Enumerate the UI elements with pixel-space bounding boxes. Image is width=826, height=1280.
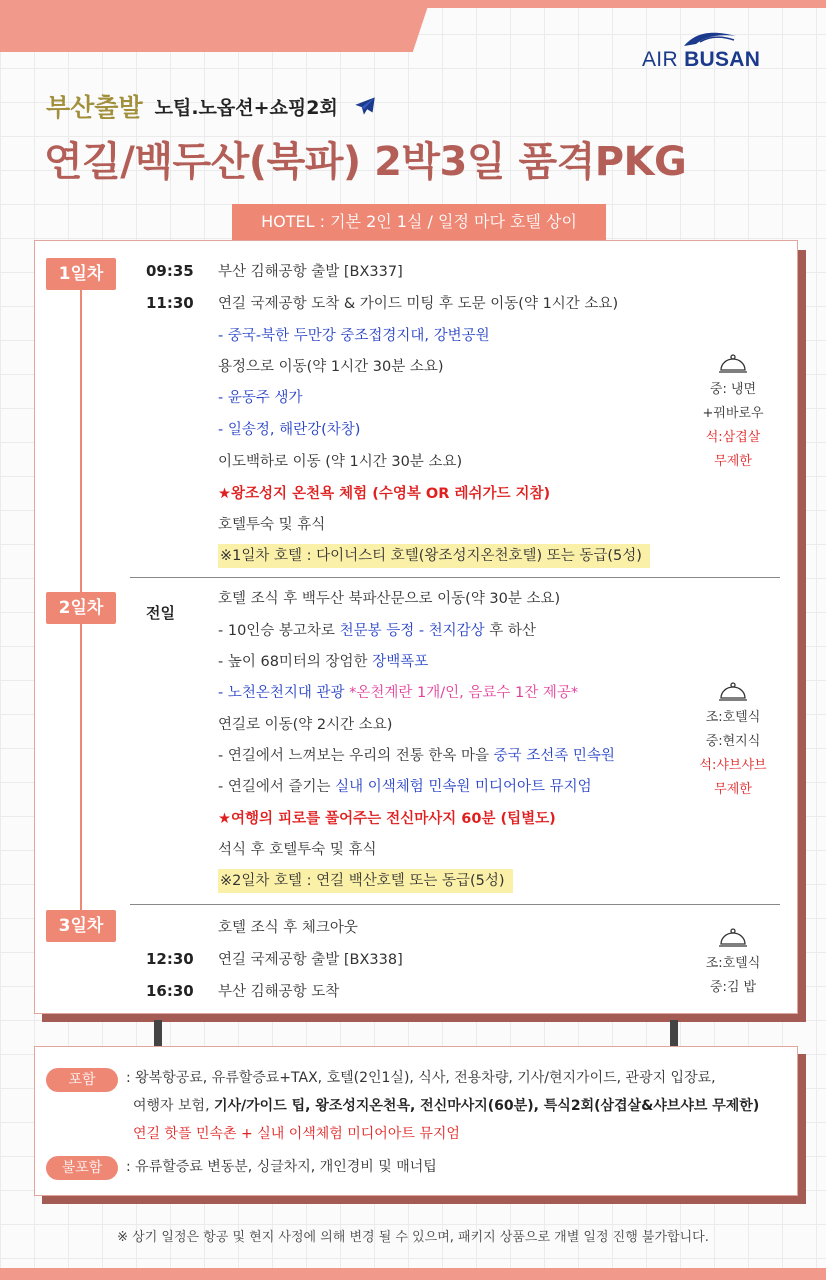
includes-line-2a: 여행자 보험, — [133, 1098, 214, 1114]
day1-line-4: 용정으로 이동(약 1시간 30분 소요) — [218, 359, 444, 375]
day1-meals — [688, 354, 778, 474]
excludes-line: : 유류할증료 변동분, 싱글차지, 개인경비 및 매너팁 — [126, 1159, 437, 1175]
day2-meal-4: 무제한 — [714, 782, 752, 797]
logo-prefix: AIR — [642, 48, 678, 71]
hotel-banner: HOTEL : 기본 2인 1실 / 일정 마다 호텔 상이 — [232, 204, 606, 240]
includes-line-1: : 왕복항공료, 유류할증료+TAX, 호텔(2인1실), 식사, 전용차량, 기사/현지가이드, 관광지 입장료, — [126, 1070, 716, 1086]
day2-line-4 — [218, 683, 578, 703]
header-bar-decoration — [0, 0, 826, 8]
footnote: ※ 상기 일정은 항공 및 현지 사정에 의해 변경 될 수 있으며, 패키지 상품으로 개별 일정 진행 불가합니다. — [117, 1230, 709, 1245]
day2-line-7b: 실내 이색체험 민속원 미디어아트 뮤지엄 — [335, 779, 592, 795]
day3-time-2: 16:30 — [146, 982, 194, 1000]
day1-line-9: 호텔투숙 및 휴식 — [218, 517, 326, 533]
day1-time-1: 09:35 — [146, 262, 194, 280]
day2-line-6 — [218, 746, 615, 766]
day2-hotel-note: ※2일차 호텔 : 연길 백산호텔 또는 동급(5성) — [218, 869, 513, 893]
footer-bar-decoration — [0, 1268, 826, 1280]
departure-label: 부산출발 — [46, 93, 143, 122]
day2-line-8: ★여행의 피로를 풀어주는 전신마사지 60분 (팁별도) — [218, 811, 556, 827]
day2-badge: 2일차 — [46, 592, 116, 624]
day1-line-2: 연길 국제공항 도착 & 가이드 미팅 후 도문 이동(약 1시간 소요) — [218, 296, 619, 312]
day1-meal-4: 무제한 — [714, 454, 752, 469]
day2-meal-2: 중:현지식 — [705, 734, 761, 749]
day3-line-2: 연길 국제공항 출발 [BX338] — [218, 952, 403, 968]
day2-line-9: 석식 후 호텔투숙 및 휴식 — [218, 842, 377, 858]
logo-swoosh-icon — [682, 28, 738, 50]
cloche-icon — [718, 682, 748, 704]
day2-time-1: 전일 — [146, 604, 175, 622]
day1-line-1: 부산 김해공항 출발 [BX337] — [218, 264, 403, 280]
day3-meals — [688, 928, 778, 1000]
cloche-icon — [718, 928, 748, 950]
day2-line-4a: - 노천온천지대 관광 — [218, 685, 350, 701]
air-busan-logo — [642, 28, 777, 72]
day2-line-5: 연길로 이동(약 2시간 소요) — [218, 717, 393, 733]
day2-line-7 — [218, 777, 592, 797]
day1-line-7: 이도백하로 이동 (약 1시간 30분 소요) — [218, 454, 463, 470]
day2-line-2c: 후 하산 — [484, 623, 536, 639]
includes-line-2b: 기사/가이드 팁, 왕조성지온천욕, 전신마사지(60분), 특식2회(삼겹살&샤브샤브 무제한) — [213, 1098, 760, 1114]
features-label: 노팁.노옵션+쇼핑2회 — [154, 96, 338, 119]
day-divider-2 — [130, 904, 780, 905]
airplane-icon — [352, 93, 378, 119]
day3-line-1: 호텔 조식 후 체크아웃 — [218, 920, 358, 936]
day2-meals — [688, 682, 778, 802]
day1-line-3: - 중국-북한 두만강 중조접경지대, 강변공원 — [218, 328, 490, 344]
day1-meal-2: +꿔바로우 — [702, 406, 764, 421]
day1-meal-1: 중: 냉면 — [709, 382, 757, 397]
day1-hotel-note: ※1일차 호텔 : 다이너스티 호텔(왕조성지온천호텔) 또는 동급(5성) — [218, 544, 650, 568]
day2-line-2a: - 10인승 봉고차로 — [218, 623, 340, 639]
day1-badge: 1일차 — [46, 258, 116, 290]
subtitle-row — [46, 88, 378, 124]
page-title: 연길/백두산(북파) 2박3일 품격PKG — [44, 139, 687, 185]
day2-meal-3: 석:샤브샤브 — [699, 758, 767, 773]
day2-line-3b: 장백폭포 — [372, 654, 429, 670]
day2-meal-1: 조:호텔식 — [705, 710, 761, 725]
day3-badge: 3일차 — [46, 910, 116, 942]
logo-name: BUSAN — [684, 48, 761, 71]
day1-line-6: - 일송정, 해란강(차창) — [218, 422, 361, 438]
day2-line-7a: - 연길에서 즐기는 — [218, 779, 336, 795]
day1-time-2: 11:30 — [146, 294, 194, 312]
excludes-label: 불포함 — [46, 1156, 118, 1180]
day3-line-3: 부산 김해공항 도착 — [218, 984, 340, 1000]
day2-line-6b: 중국 조선족 민속원 — [493, 748, 615, 764]
day2-line-2 — [218, 621, 536, 641]
day3-time-1: 12:30 — [146, 950, 194, 968]
includes-line-3: 연길 핫플 민속촌 + 실내 이색체험 미디어아트 뮤지엄 — [133, 1126, 460, 1142]
includes-label: 포함 — [46, 1068, 118, 1092]
includes-line-2 — [133, 1096, 759, 1116]
day2-line-2b: 천문봉 등정 - 천지감상 — [339, 623, 485, 639]
day3-meal-2: 중:김 밥 — [709, 980, 757, 995]
day2-line-4b: *온천계란 1개/인, 음료수 1잔 제공* — [349, 685, 579, 701]
day-divider-1 — [130, 577, 780, 578]
logo-text — [642, 48, 760, 72]
day2-line-6a: - 연길에서 느껴보는 우리의 전통 한옥 마을 — [218, 748, 494, 764]
cloche-icon — [718, 354, 748, 376]
day2-line-3 — [218, 652, 428, 672]
day2-line-1: 호텔 조식 후 백두산 북파산문으로 이동(약 30분 소요) — [218, 591, 561, 607]
day1-line-5: - 윤동주 생가 — [218, 390, 303, 406]
day1-meal-3: 석:삼겹살 — [705, 430, 761, 445]
day2-line-3a: - 높이 68미터의 장엄한 — [218, 654, 373, 670]
day3-meal-1: 조:호텔식 — [705, 956, 761, 971]
day1-line-8: ★왕조성지 온천욕 체험 (수영복 OR 레쉬가드 지참) — [218, 486, 551, 502]
